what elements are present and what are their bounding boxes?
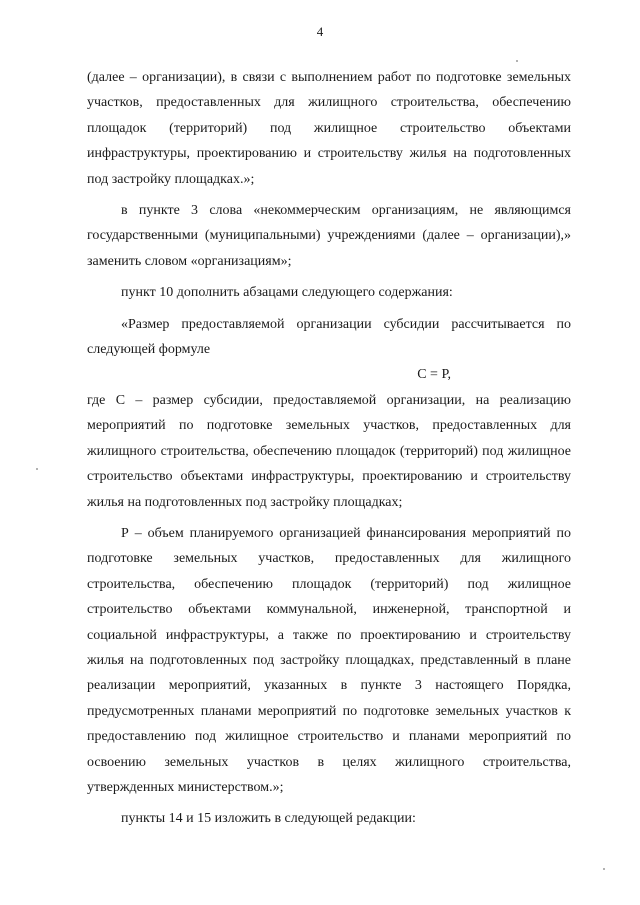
scan-speck bbox=[603, 868, 605, 870]
page-number: 4 bbox=[316, 24, 324, 39]
document-body bbox=[87, 65, 571, 832]
scan-speck bbox=[36, 468, 38, 470]
paragraph-definition-c: где С – размер субсидии, предоставляемой организации, на реализацию мероприятий по подготовке земельных участков, предоставленных для жилищного строительства, обеспечению площадок (территорий) под жилищное строительство объектами инфраструктуры, проектированию и строительству жилья на подготовленных под застройку площадках; bbox=[87, 392, 571, 510]
paragraph-clause-3: в пункте 3 слова «некоммерческим организациям, не являющимся государственными (муниципальными) учреждениями (далее – организации),» заменить словом «организациям»; bbox=[87, 203, 571, 269]
paragraph-subsidy-size: «Размер предоставляемой организации субсидии рассчитывается по следующей формуле bbox=[87, 316, 571, 358]
paragraph-organizations-continuation: (далее – организации), в связи с выполнением работ по подготовке земельных участков, предоставленных для жилищного строительства, обеспечению площадок (территорий) под жилищное строительство объектами инфраструктуры, проектированию и строительству жилья на подготовленных под застройку площадках.»; bbox=[87, 70, 571, 187]
paragraph-clause-10: пункт 10 дополнить абзацами следующего содержания: bbox=[121, 285, 453, 301]
scan-speck bbox=[516, 60, 518, 62]
paragraph-definition-p: Р – объем планируемого организацией финансирования мероприятий по подготовке земельных участков, предоставленных для жилищного строительства, обеспечению площадок (территорий) под жилищное строительство объектами коммунальной, инженерной, транспортной и социальной инфраструктуры, а также по проектированию и строительству жилья на подготовленных под застройку площадках, представленный в плане реализации мероприятий, указанных в пункте 3 настоящего Порядка, предусмотренных планами мероприятий по подготовке земельных участков к предоставлению под жилищное строительство и планами мероприятий по освоению земельных участков в целях жилищного строительства, утвержденных министерством.»; bbox=[87, 525, 571, 795]
formula: С = Р, bbox=[417, 367, 451, 383]
paragraph-clauses-14-15: пункты 14 и 15 изложить в следующей редакции: bbox=[121, 811, 416, 827]
